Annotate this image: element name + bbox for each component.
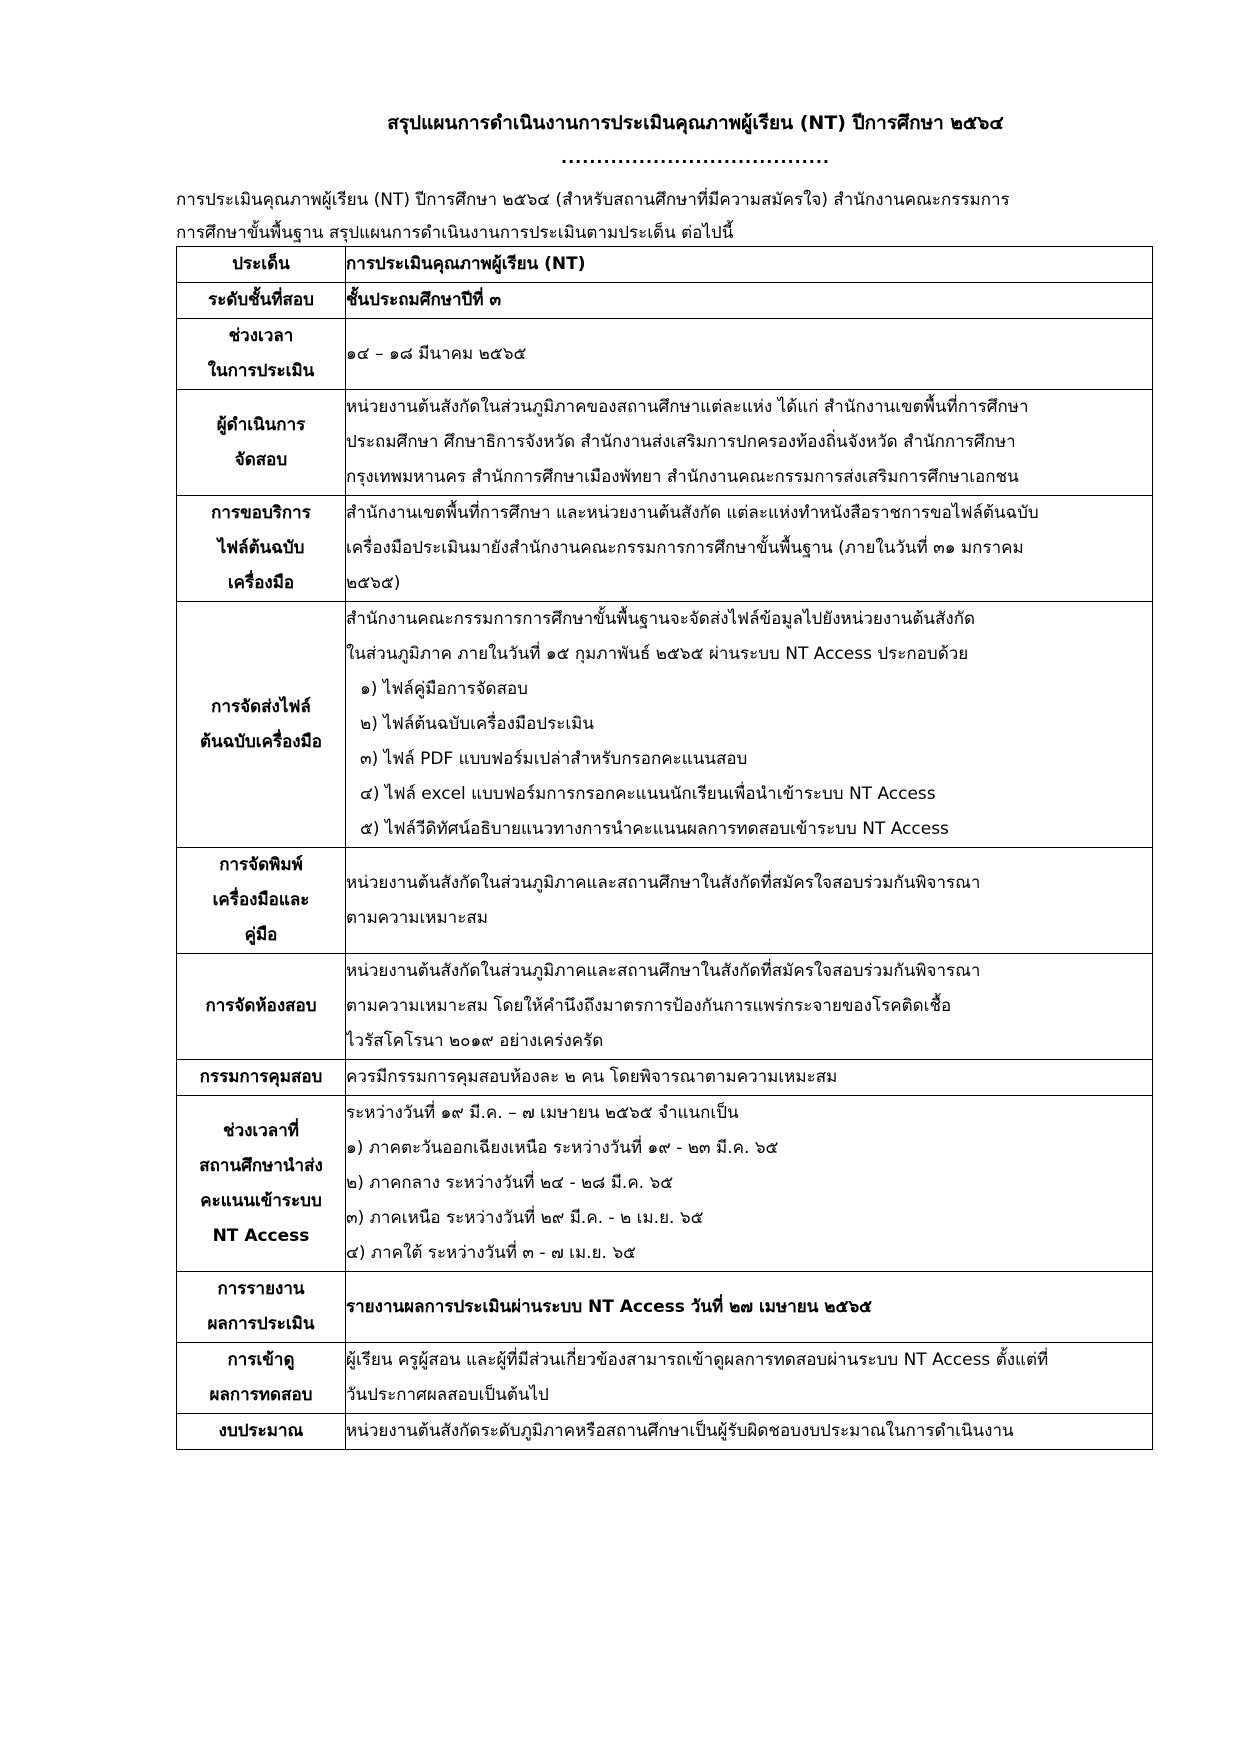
row-value-line: วันประกาศผลสอบเป็นต้นไป <box>346 1385 549 1405</box>
row-label <box>177 319 346 390</box>
row-value-line: รายงานผลการประเมินผ่านระบบ NT Access วันที่ ๒๗ เมษายน ๒๕๖๕ <box>346 1296 872 1317</box>
table-row <box>177 848 1153 954</box>
table-row <box>177 283 1153 319</box>
row-label <box>177 247 346 283</box>
row-label-line: การขอบริการ <box>211 503 311 523</box>
row-value-line: ๒) ไฟล์ต้นฉบับเครื่องมือประเมิน <box>360 714 594 734</box>
row-value-line: สำนักงานคณะกรรมการการศึกษาขั้นพื้นฐานจะจัดส่งไฟล์ข้อมูลไปยังหน่วยงานต้นสังกัด <box>346 609 976 629</box>
row-label <box>177 1272 346 1343</box>
row-value <box>346 848 1153 954</box>
row-value-line: หน่วยงานต้นสังกัดระดับภูมิภาคหรือสถานศึกษาเป็นผู้รับผิดชอบงบประมาณในการดำเนินงาน <box>346 1421 1014 1441</box>
plan-table <box>176 246 1153 1450</box>
row-value-line: ๑๔ – ๑๘ มีนาคม ๒๕๖๕ <box>346 343 527 364</box>
row-label-line: ต้นฉบับเครื่องมือ <box>199 731 323 752</box>
row-label <box>177 390 346 496</box>
row-value-line: ไวรัสโคโรนา ๒๐๑๙ อย่างเคร่งครัด <box>346 1031 604 1051</box>
row-value-line: ตามความเหมาะสม โดยให้คำนึงถึงมาตรการป้องกันการแพร่กระจายของโรคติดเชื้อ <box>346 996 952 1016</box>
table-row <box>177 1414 1153 1450</box>
row-label-line: คะแนนเข้าระบบ <box>200 1190 322 1211</box>
row-label <box>177 954 346 1060</box>
table-row <box>177 1343 1153 1414</box>
row-label-line: NT Access <box>212 1225 310 1246</box>
row-value <box>346 390 1153 496</box>
row-label <box>177 602 346 848</box>
row-value-line: กรุงเทพมหานคร สำนักการศึกษาเมืองพัทยา สำนักงานคณะกรรมการส่งเสริมการศึกษาเอกชน <box>346 467 1019 487</box>
row-value-line: ประถมศึกษา ศึกษาธิการจังหวัด สำนักงานส่งเสริมการปกครองท้องถิ่นจังหวัด สำนักการศึกษา <box>346 432 1016 452</box>
row-label-line: ระดับชั้นที่สอบ <box>208 290 314 310</box>
row-value <box>346 602 1153 848</box>
row-label-line: การเข้าดู <box>227 1350 295 1370</box>
row-value-line: การประเมินคุณภาพผู้เรียน (NT) <box>346 254 586 274</box>
row-value <box>346 283 1153 319</box>
row-label-line: ผู้ดำเนินการ <box>216 414 306 435</box>
row-value-line: ๓) ภาคเหนือ ระหว่างวันที่ ๒๙ มี.ค. - ๒ เม.ย. ๖๕ <box>346 1208 704 1228</box>
row-value <box>346 1060 1153 1096</box>
row-label-line: การรายงาน <box>217 1279 305 1299</box>
row-value <box>346 954 1153 1060</box>
table-row <box>177 1060 1153 1096</box>
row-label-line: สถานศึกษานำส่ง <box>199 1155 323 1176</box>
row-label <box>177 848 346 954</box>
table-row <box>177 954 1153 1060</box>
row-label-line: งบประมาณ <box>218 1421 304 1441</box>
row-label-line: ผลการทดสอบ <box>209 1385 313 1405</box>
row-value-line: ๓) ไฟล์ PDF แบบฟอร์มเปล่าสำหรับกรอกคะแนนสอบ <box>360 749 748 769</box>
row-value-line: หน่วยงานต้นสังกัดในส่วนภูมิภาคและสถานศึกษาในสังกัดที่สมัครใจสอบร่วมกันพิจารณา <box>346 961 981 981</box>
row-label-line: การจัดพิมพ์ <box>219 855 303 875</box>
row-label-line: ไฟล์ต้นฉบับ <box>217 538 305 558</box>
row-value-line: ๒๕๖๕) <box>346 573 401 593</box>
row-value-line: ผู้เรียน ครูผู้สอน และผู้ที่มีส่วนเกี่ยวข้องสามารถเข้าดูผลการทดสอบผ่านระบบ NT Access ตั้งแต่ที่ <box>346 1350 1049 1370</box>
row-label-line: ช่วงเวลา <box>228 326 294 346</box>
row-label-line: จัดสอบ <box>234 449 288 470</box>
row-value-line: เครื่องมือประเมินมายังสำนักงานคณะกรรมการการศึกษาขั้นพื้นฐาน (ภายในวันที่ ๓๑ มกราคม <box>346 538 1024 558</box>
row-value-line: ชั้นประถมศึกษาปีที่ ๓ <box>346 290 502 310</box>
row-value-line: ๔) ไฟล์ excel แบบฟอร์มการกรอกคะแนนนักเรียนเพื่อนำเข้าระบบ NT Access <box>360 784 936 804</box>
row-label-line: ช่วงเวลาที่ <box>223 1120 299 1141</box>
row-value-line: ๑) ภาคตะวันออกเฉียงเหนือ ระหว่างวันที่ ๑๙ - ๒๓ มี.ค. ๖๕ <box>346 1138 779 1158</box>
row-label-line: เครื่องมือ <box>227 573 295 593</box>
row-label-line: การจัดส่งไฟล์ <box>211 696 311 717</box>
row-value-line: หน่วยงานต้นสังกัดในส่วนภูมิภาคและสถานศึกษาในสังกัดที่สมัครใจสอบร่วมกันพิจารณา <box>346 872 981 893</box>
row-label <box>177 1343 346 1414</box>
row-label-line: คู่มือ <box>244 925 278 945</box>
table-row <box>177 602 1153 848</box>
row-label <box>177 283 346 319</box>
row-label-line: กรรมการคุมสอบ <box>199 1067 323 1087</box>
title-separator: ...................................... <box>561 148 830 167</box>
row-value-line: ๔) ภาคใต้ ระหว่างวันที่ ๓ - ๗ เม.ย. ๖๕ <box>346 1243 637 1263</box>
row-value-line: ๒) ภาคกลาง ระหว่างวันที่ ๒๔ - ๒๘ มี.ค. ๖๕ <box>346 1173 674 1193</box>
row-label-line: ในการประเมิน <box>207 361 315 381</box>
row-label <box>177 1414 346 1450</box>
row-value <box>346 247 1153 283</box>
row-value-line: สำนักงานเขตพื้นที่การศึกษา และหน่วยงานต้นสังกัด แต่ละแห่งทำหนังสือราชการขอไฟล์ต้นฉบับ <box>346 503 1039 523</box>
row-value-line: ควรมีกรรมการคุมสอบห้องละ ๒ คน โดยพิจารณาตามความเหมะสม <box>346 1067 838 1087</box>
row-value <box>346 319 1153 390</box>
row-value-line: ระหว่างวันที่ ๑๙ มี.ค. – ๗ เมษายน ๒๕๖๕ จำแนกเป็น <box>346 1103 739 1123</box>
row-value <box>346 496 1153 602</box>
intro-line: การศึกษาขั้นพื้นฐาน สรุปแผนการดำเนินงานการประเมินตามประเด็น ต่อไปนี้ <box>176 223 734 243</box>
row-label <box>177 1060 346 1096</box>
row-value <box>346 1414 1153 1450</box>
table-row <box>177 390 1153 496</box>
row-value-line: ตามความเหมาะสม <box>346 907 488 928</box>
row-label-line: การจัดห้องสอบ <box>205 996 317 1016</box>
table-row <box>177 496 1153 602</box>
table-row <box>177 247 1153 283</box>
row-value-line: ๕) ไฟล์วีดิทัศน์อธิบายแนวทางการนำคะแนนผลการทดสอบเข้าระบบ NT Access <box>360 819 949 839</box>
row-value-line: หน่วยงานต้นสังกัดในส่วนภูมิภาคของสถานศึกษาแต่ละแห่ง ได้แก่ สำนักงานเขตพื้นที่การศึกษา <box>346 397 1029 417</box>
row-value-line: ในส่วนภูมิภาค ภายในวันที่ ๑๕ กุมภาพันธ์ ๒๕๖๕ ผ่านระบบ NT Access ประกอบด้วย <box>346 644 969 664</box>
row-label <box>177 1096 346 1272</box>
intro-line: การประเมินคุณภาพผู้เรียน (NT) ปีการศึกษา ๒๕๖๔ (สำหรับสถานศึกษาที่มีความสมัครใจ) สำนักงานคณะกรรมการ <box>176 190 1010 210</box>
row-label-line: ประเด็น <box>232 254 290 274</box>
table-row <box>177 1096 1153 1272</box>
intro-paragraph <box>176 184 1116 250</box>
row-value <box>346 1272 1153 1343</box>
row-label-line: เครื่องมือและ <box>212 890 310 910</box>
document-title: สรุปแผนการดำเนินงานการประเมินคุณภาพผู้เรียน (NT) ปีการศึกษา ๒๕๖๔ <box>387 112 1004 134</box>
row-label <box>177 496 346 602</box>
row-value-line: ๑) ไฟล์คู่มือการจัดสอบ <box>360 679 528 699</box>
row-label-line: ผลการประเมิน <box>207 1314 315 1334</box>
row-value <box>346 1096 1153 1272</box>
table-row <box>177 1272 1153 1343</box>
row-value <box>346 1343 1153 1414</box>
table-row <box>177 319 1153 390</box>
